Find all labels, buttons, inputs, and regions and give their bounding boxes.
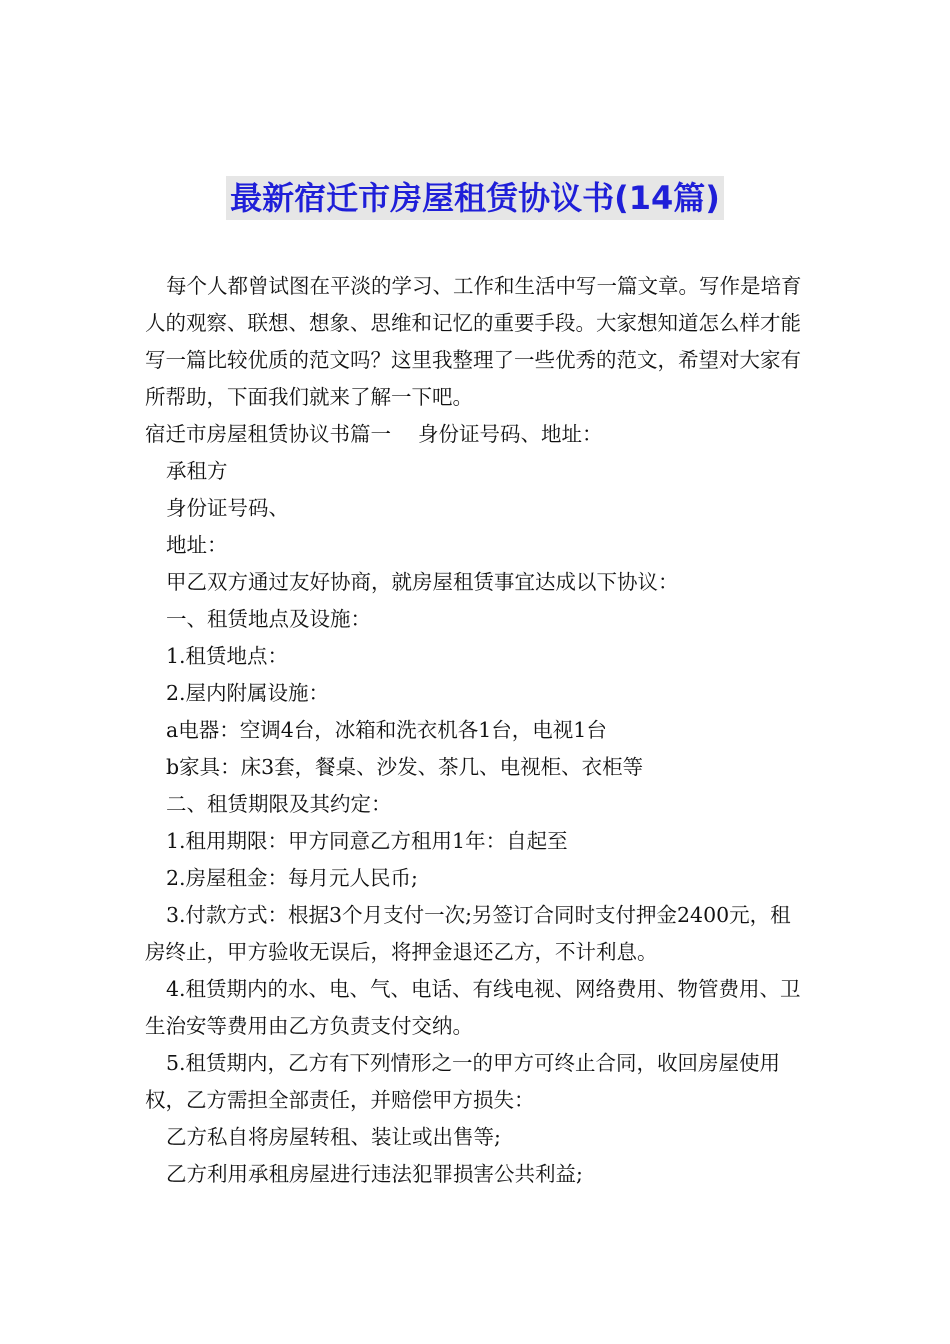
paragraph: 3.付款方式：根据3个月支付一次;另签订合同时支付押金2400元，租房终止，甲方验收无误后，将押金退还乙方，不计利息。 — [145, 903, 791, 964]
paragraph: 2.屋内附属设施： — [166, 681, 330, 705]
paragraph: 4.租赁期内的水、电、气、电话、有线电视、网络费用、物管费用、卫生治安等费用由乙方负责支付交纳。 — [145, 977, 801, 1038]
paragraph: 地址： — [166, 533, 228, 557]
paragraph: 每个人都曾试图在平淡的学习、工作和生活中写一篇文章。写作是培育人的观察、联想、想象、思维和记忆的重要手段。大家想知道怎么样才能写一篇比较优质的范文吗？这里我整理了一些优秀的范文，希望对大家有所帮助，下面我们就来了解一下吧。 — [145, 274, 802, 409]
paragraph: 甲乙双方通过友好协商，就房屋租赁事宜达成以下协议： — [166, 570, 679, 594]
paragraph: b家具：床3套，餐桌、沙发、茶几、电视柜、衣柜等 — [166, 755, 644, 779]
paragraph: 宿迁市房屋租赁协议书篇一 身份证号码、地址： — [145, 422, 603, 446]
paragraph: 身份证号码、 — [166, 496, 289, 520]
document-body — [145, 268, 810, 1193]
paragraph: 乙方私自将房屋转租、装让或出售等; — [166, 1125, 501, 1149]
paragraph: 1.租赁地点： — [166, 644, 289, 668]
paragraph: 2.房屋租金：每月元人民币; — [166, 866, 418, 890]
paragraph: 乙方利用承租房屋进行违法犯罪损害公共利益; — [166, 1162, 583, 1186]
document-title: 最新宿迁市房屋租赁协议书(14篇) — [226, 176, 724, 220]
paragraph: 承租方 — [166, 459, 228, 483]
paragraph: 5.租赁期内，乙方有下列情形之一的甲方可终止合同，收回房屋使用权，乙方需担全部责任，并赔偿甲方损失： — [145, 1051, 781, 1112]
paragraph: a电器：空调4台，冰箱和洗衣机各1台，电视1台 — [166, 718, 607, 742]
paragraph: 1.租用期限：甲方同意乙方租用1年：自起至 — [166, 829, 568, 853]
section-heading: 一、租赁地点及设施： — [166, 607, 371, 631]
title-container — [0, 176, 950, 220]
section-heading: 二、租赁期限及其约定： — [166, 792, 392, 816]
